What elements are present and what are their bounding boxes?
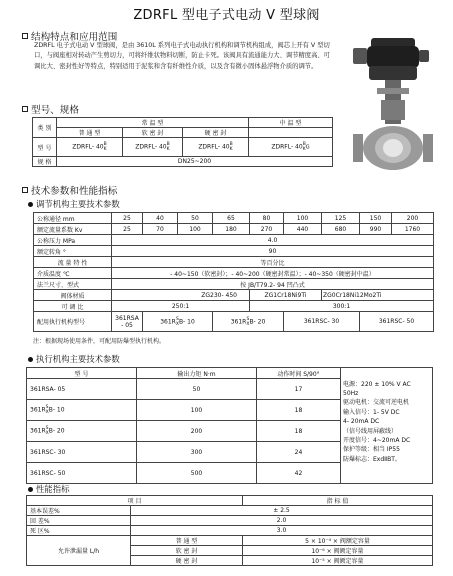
- valve-image: [337, 30, 447, 190]
- normal-seal-label: 普 通 型: [57, 128, 123, 138]
- range-label: 可 调 比: [34, 301, 112, 312]
- model-cell: ZDRFL- 40B K: [57, 138, 123, 157]
- hard-seal-label: 硬 密 封: [183, 128, 249, 138]
- square-bullet-icon: [22, 106, 28, 112]
- dot-bullet-icon: [28, 487, 33, 492]
- dot-bullet-icon: [28, 357, 33, 362]
- regulating-subheading: 调节机构主要技术参数: [28, 198, 120, 210]
- performance-subheading: 性能指标: [28, 483, 70, 495]
- actuator-subheading: 执行机构主要技术参数: [28, 353, 120, 365]
- structure-heading: 结构特点和应用范围: [22, 29, 117, 43]
- normal-temp-label: 常 温 型: [57, 118, 249, 128]
- soft-seal-label: 软 密 封: [123, 128, 183, 138]
- footnote: 注：根据现场使用条件，可配用防爆型执行机构。: [33, 338, 166, 345]
- model-cell: ZDRFL- 40B K: [183, 138, 249, 157]
- model-label: 型 号: [33, 138, 57, 157]
- nominal-label: 公称通径 mm: [34, 213, 112, 224]
- tech-heading: 技术参数和性能指标: [22, 183, 117, 197]
- model-cell: ZDRFL- 40B K: [123, 138, 183, 157]
- flow-label: 流 量 特 性: [34, 257, 112, 268]
- pressure-label: 公称压力 MPa: [34, 235, 112, 246]
- temp-label: 介质温度 ℃: [34, 268, 112, 279]
- model-table: [32, 117, 333, 167]
- square-bullet-icon: [22, 33, 28, 39]
- spec-value: DN25~200: [57, 157, 333, 167]
- actuator-specs: 电源：220 ± 10% V AC 50Hz 驱动电机：交流可逆电机 输入信号：1- 5V DC 4- 20mA DC （信号线用屏蔽线） 开度信号：4~20mA DC 保护等级：相当 IP55 防爆标志：ExdⅡBT。: [341, 379, 433, 484]
- category-label: 类 别: [33, 118, 57, 138]
- model-cell: ZDRFL- 40B KG: [249, 138, 333, 157]
- actuator-table: 型 号 输出力矩 N·m 动作时间 S/90° 361RSA- 05 50 17 电源：220 ± 10% V AC 50Hz 驱动电机：交流可逆电机 输入信号：1- 5V DC 4- 20mA DC （信号线用屏蔽线） 开度信号：4~20mA DC 保护等级：相当 IP55 防爆标志：ExdⅡBT。 361RS XB- 10 100 18 361RS XB- 20 200 18 361RSC- 30 300 24 361RSC- 50 500 42: [26, 367, 433, 484]
- square-bullet-icon: [22, 187, 28, 193]
- body-label: 阀体材质: [34, 290, 112, 301]
- performance-table: 项 目 指 标 值 基本误差% ± 2.5 回 差% 2.0 死 区% 3.0 允许泄漏量 L/h 普 通 型 5 × 10⁻⁴ × 阀额定容量 软 密 封 10⁻⁶ × 阀额定容量 硬 密 封 10⁻⁵ × 阀额定容量: [26, 495, 433, 566]
- structure-paragraph: ZDRFL 电子式电动 V 型球阀，是由 3610L 系列电子式电动执行机构和调节机构组成，阀芯上开有 V 型切口，与阀座相对转动产生剪切力，可将纤维状物料切断，防止卡死。该阀具有流通能力大、调节精度高、可调比大、密封性好等特点，特别适用于泥浆和含有纤维性介质，以及含有微小固体悬浮物介质的调节。: [34, 42, 330, 70]
- model-heading: 型号、规格: [22, 102, 79, 116]
- medium-temp-label: 中 温 型: [249, 118, 333, 128]
- kv-label: 额定流量系数 Kv: [34, 224, 112, 235]
- angle-label: 额定转角 °: [34, 246, 112, 257]
- dot-bullet-icon: [28, 202, 33, 207]
- regulating-table: 公称通径 mm 25 40 50 65 80 100 125 150 200 额定流量系数 Kv 25 70 100 180 270 440 680 990 1760 公称压力 MPa 4.0 额定转角 ° 90 流 量 特 性 等百分比 介质温度 ℃ - 40~150（软密封）；- 40~200（硬密封常温）；- 40~350（硬密封中温） 法兰尺寸、型式 按 JB/T79.2- 94 凹凸式 阀体材质 ZG230- 450 ZG1Cr18Ni9Ti ZG0Cr18Ni12Mo2Ti 可 调 比 250:1 300:1 配用执行机构型号 361RSA - 05 361RS XB- 10 361RS XB- 20 361RSC- 30 361RSC- 50: [33, 212, 434, 332]
- flange-label: 法兰尺寸、型式: [34, 279, 112, 290]
- actuator-model-label: 配用执行机构型号: [34, 312, 112, 332]
- spec-label: 规 格: [33, 157, 57, 167]
- page-title: ZDRFL 型电子式电动 V 型球阀: [133, 8, 320, 23]
